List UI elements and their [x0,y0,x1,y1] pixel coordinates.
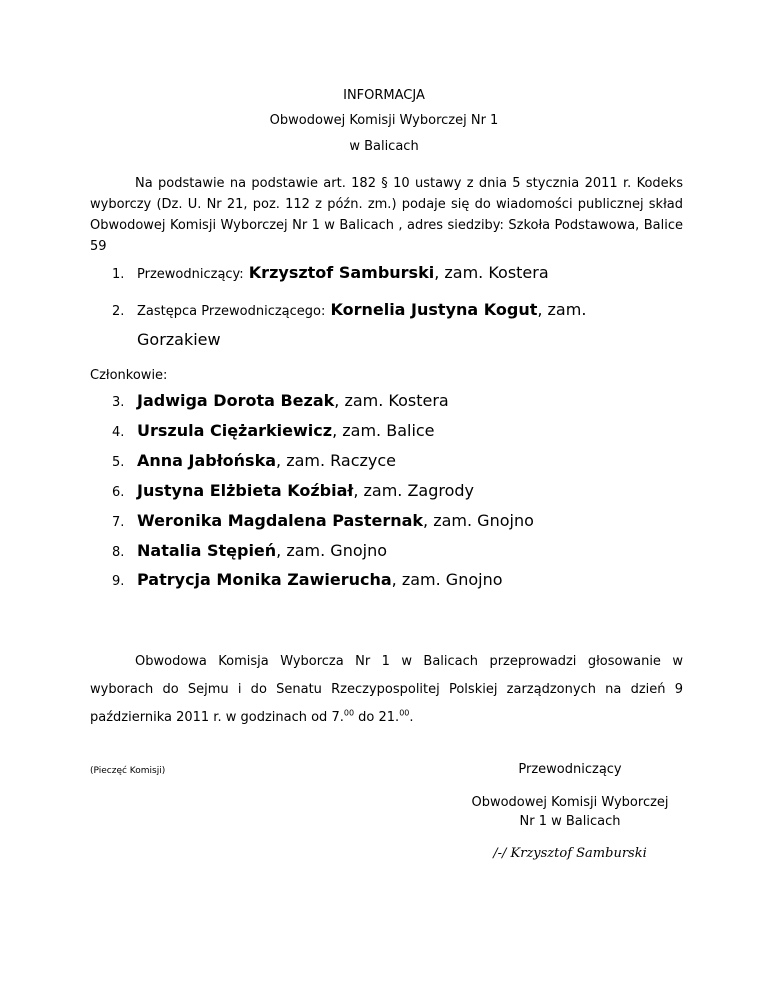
leader-name: Krzysztof Samburski [248,263,435,282]
closing-end: . [409,710,414,725]
seal-label: (Pieczęć Komisji) [90,766,166,776]
member-name: Patrycja Monika Zawierucha [137,570,392,589]
member-residence: , zam. Gnojno [423,511,534,530]
list-number: 5. [112,455,125,470]
leader-residence-continued: Gorzakiew [137,330,221,349]
closing-mid: do 21. [354,710,400,725]
member-name: Natalia Stępień [137,541,277,560]
member-item [112,481,474,500]
closing-text: Obwodowa Komisja Wyborcza Nr 1 w Balicach przeprowadzi głosowanie w wyborach do Sejmu i do Senatu Rzeczypospolitej Polskiej zarządzonych na dzień 9 października 2011 r. w godzinach od 7. [90,654,683,725]
document-title: INFORMACJA [343,88,425,103]
closing-paragraph [90,648,683,732]
list-number: 3. [112,395,125,410]
member-item [112,511,534,530]
signature-body-line1: Obwodowej Komisji Wyborczej [471,795,669,810]
list-number: 9. [112,574,125,589]
members-label: Członkowie: [90,368,168,383]
signature-body-line2: Nr 1 w Balicach [519,814,621,829]
member-name: Justyna Elżbieta Koźbiał [137,481,354,500]
signature-role: Przewodniczący [518,762,622,777]
member-item [112,391,449,410]
list-number: 7. [112,515,125,530]
member-item [112,541,387,560]
time-start-superscript: 00 [343,708,355,718]
member-name: Jadwiga Dorota Bezak [137,391,335,410]
signature-name: /-/ Krzysztof Samburski [493,846,647,861]
member-name: Anna Jabłońska [137,451,277,470]
member-residence: , zam. Gnojno [276,541,388,560]
list-number: 2. [112,304,125,319]
leader-residence: , zam. [537,300,587,319]
member-residence: , zam. Zagrody [353,481,475,500]
intro-paragraph: Na podstawie na podstawie art. 182 § 10 ustawy z dnia 5 stycznia 2011 r. Kodeks wyborczy (Dz. U. Nr 21, poz. 112 z późn. zm.) podaje się do wiadomości publicznej skład Obwodowej Komisji Wyborczej Nr 1 w Balicach , adres siedziby: Szkoła Podstawowa, Balice 59 [90,176,683,254]
time-end-superscript: 00 [399,708,410,718]
leader-name: Kornelia Justyna Kogut [330,300,538,319]
leader-item-1 [112,263,549,282]
member-residence: , zam. Balice [332,421,435,440]
member-residence: , zam. Kostera [334,391,449,410]
member-residence: , zam. Gnojno [391,570,503,589]
member-name: Weronika Magdalena Pasternak [137,511,424,530]
leader-role: Przewodniczący: [137,267,244,282]
leader-residence: , zam. Kostera [434,263,549,282]
list-number: 1. [112,267,125,282]
leader-item-2 [112,300,586,319]
member-item [112,570,503,589]
member-item [112,421,435,440]
member-residence: , zam. Raczyce [276,451,397,470]
member-item [112,451,396,470]
member-name: Urszula Ciężarkiewicz [137,421,333,440]
list-number: 6. [112,485,125,500]
document-subtitle: Obwodowej Komisji Wyborczej Nr 1 [269,113,499,128]
document-location: w Balicach [349,139,419,154]
list-number: 8. [112,545,125,560]
list-number: 4. [112,425,125,440]
leader-role: Zastępca Przewodniczącego: [137,304,326,319]
